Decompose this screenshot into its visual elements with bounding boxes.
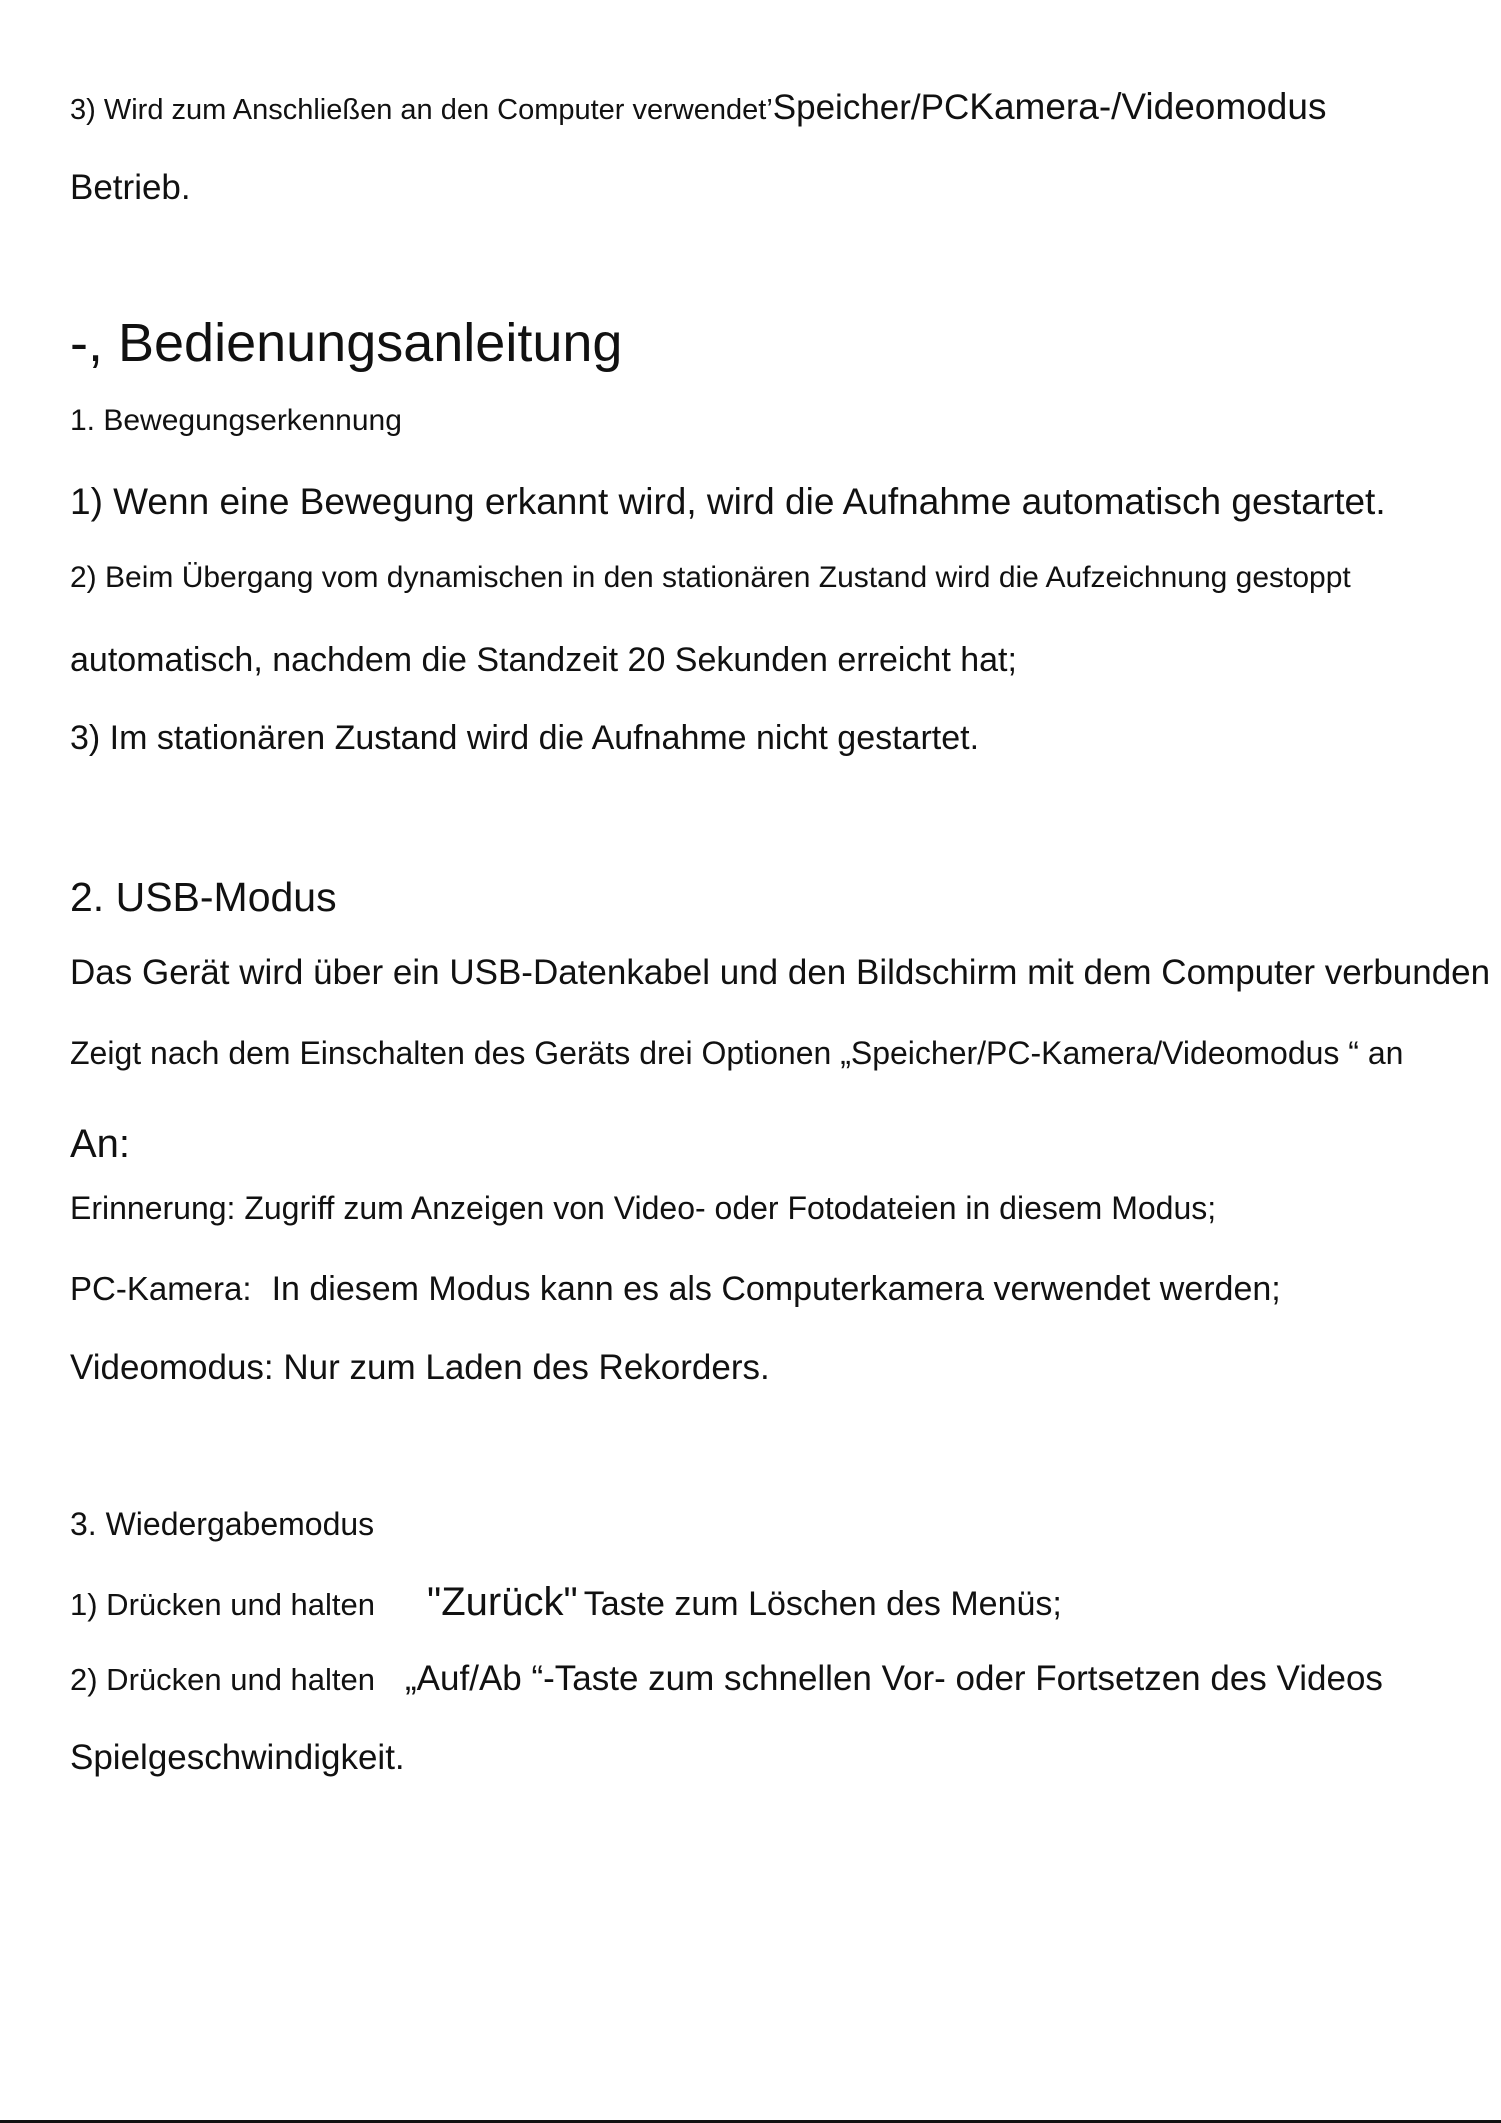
text-run: PC-Kamera: bbox=[70, 1270, 252, 1307]
motion-item-2: 2) Beim Übergang vom dynamischen in den stationären Zustand wird die Aufzeichnung gestoppt bbox=[70, 561, 1351, 594]
motion-item-3: 3) Im stationären Zustand wird die Aufnahme nicht gestartet. bbox=[70, 719, 980, 757]
paragraph-line-1 bbox=[70, 88, 1326, 125]
section-title: -, Bedienungsanleitung bbox=[70, 313, 623, 373]
text-run: Taste zum Löschen des Menüs; bbox=[583, 1585, 1062, 1623]
subheading-usb-mode: 2. USB-Modus bbox=[70, 874, 337, 920]
motion-item-1: 1) Wenn eine Bewegung erkannt wird, wird die Aufnahme automatisch gestartet. bbox=[70, 481, 1386, 522]
text-run: In diesem Modus kann es als Computerkamera verwendet werden; bbox=[271, 1270, 1281, 1308]
text-run: „Auf/Ab “-Taste zum schnellen Vor- oder Fortsetzen des Videos bbox=[405, 1659, 1383, 1698]
playback-line-2 bbox=[70, 1661, 1383, 1696]
subheading-motion-detection: 1. Bewegungserkennung bbox=[70, 404, 402, 437]
usb-line-2: Zeigt nach dem Einschalten des Geräts drei Optionen „Speicher/PC-Kamera/Videomodus “ an bbox=[70, 1035, 1404, 1071]
usb-line-4: Erinnerung: Zugriff zum Anzeigen von Video- oder Fotodateien in diesem Modus; bbox=[70, 1190, 1217, 1226]
usb-line-6: Videomodus: Nur zum Laden des Rekorders. bbox=[70, 1348, 770, 1387]
usb-line-1: Das Gerät wird über ein USB-Datenkabel und den Bildschirm mit dem Computer verbunden bbox=[70, 953, 1491, 992]
text-run: 1) Drücken und halten bbox=[70, 1587, 376, 1622]
usb-line-3: An: bbox=[70, 1122, 131, 1166]
text-run: "Zurück" bbox=[427, 1580, 578, 1624]
playback-line-1 bbox=[70, 1582, 1062, 1622]
text-run: Kamera-/Videomodus bbox=[969, 86, 1327, 127]
subheading-playback-mode: 3. Wiedergabemodus bbox=[70, 1506, 375, 1542]
text-run: 3) Wird zum Anschließen an den Computer verwendet’ bbox=[70, 94, 773, 126]
playback-line-3: Spielgeschwindigkeit. bbox=[70, 1738, 405, 1777]
text-run: 2) Drücken und halten bbox=[70, 1662, 376, 1697]
paragraph-line-2: Betrieb. bbox=[70, 168, 191, 207]
usb-line-5 bbox=[70, 1272, 1281, 1306]
motion-item-2-cont: automatisch, nachdem die Standzeit 20 Sekunden erreicht hat; bbox=[70, 641, 1017, 679]
text-run: Speicher/PC bbox=[772, 88, 970, 127]
